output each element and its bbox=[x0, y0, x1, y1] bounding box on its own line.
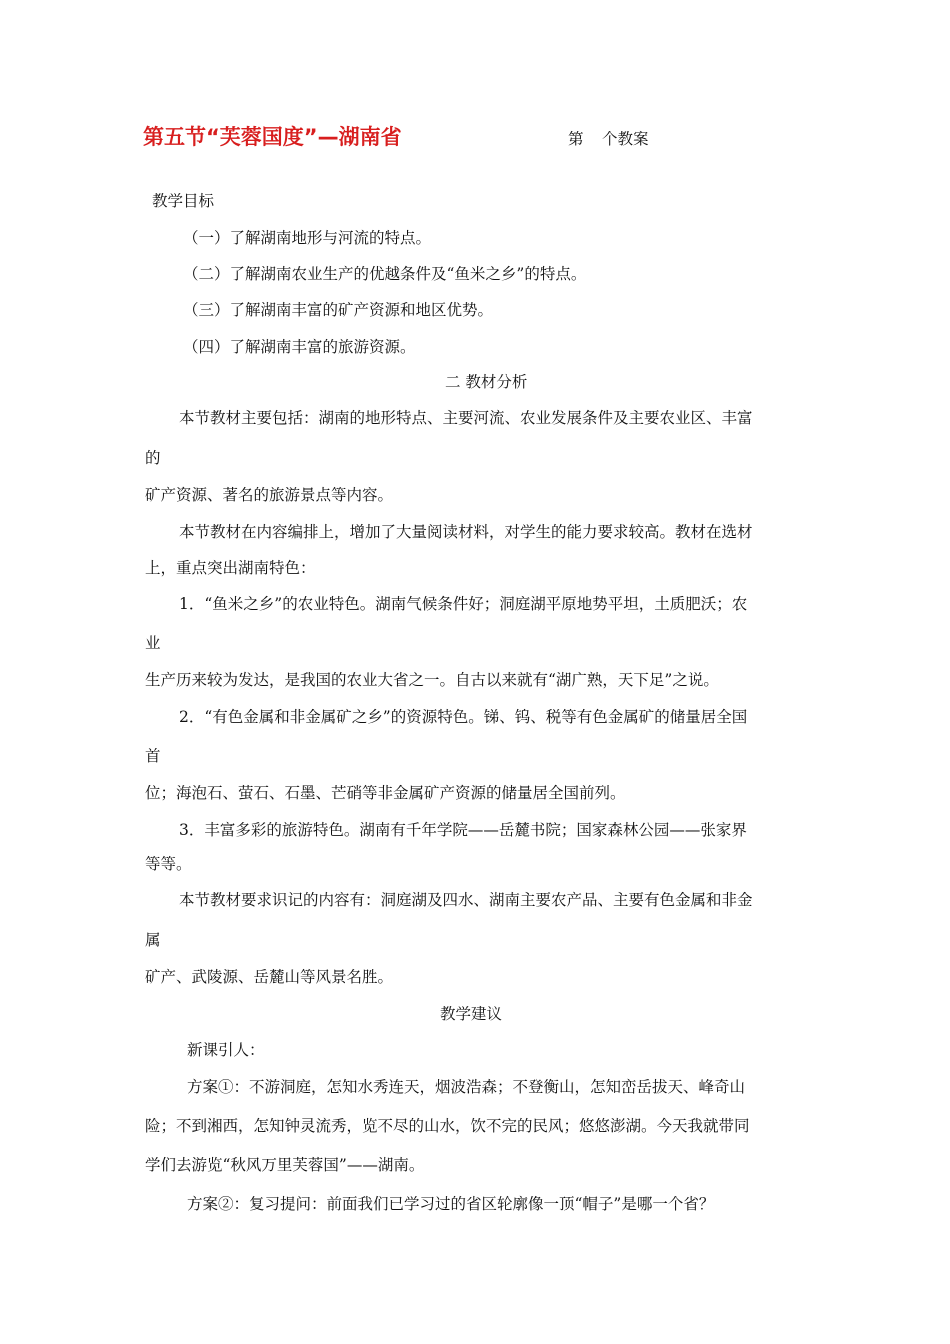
goal-item: （二）了解湖南农业生产的优越条件及“鱼米之乡”的特点。 bbox=[183, 265, 587, 283]
paragraph-line: 本节教材在内容编排上，增加了大量阅读材料，对学生的能力要求较高。教材在选材 bbox=[179, 523, 753, 541]
paragraph-line: 生产历来较为发达，是我国的农业大省之一。自古以来就有“湖广熟，天下足”之说。 bbox=[145, 671, 719, 689]
paragraph-line: 3．丰富多彩的旅游特色。湖南有千年学院——岳麓书院；国家森林公园——张家界 bbox=[179, 821, 747, 839]
paragraph-line: 险；不到湘西，怎知钟灵流秀，览不尽的山水，饮不完的民风；悠悠澎湖。今天我就带同 bbox=[145, 1117, 750, 1135]
lesson-number-suffix: 个教案 bbox=[602, 130, 649, 148]
paragraph-line: 本节教材主要包括：湖南的地形特点、主要河流、农业发展条件及主要农业区、丰富 bbox=[179, 409, 753, 427]
page-title: 第五节“芙蓉国度”—湖南省 bbox=[143, 125, 402, 149]
lesson-number-prefix: 第 bbox=[568, 130, 584, 148]
goal-item: （三）了解湖南丰富的矿产资源和地区优势。 bbox=[183, 301, 494, 319]
intro-label: 新课引人： bbox=[187, 1041, 265, 1059]
goal-item: （一）了解湖南地形与河流的特点。 bbox=[183, 229, 432, 247]
suggestions-heading: 教学建议 bbox=[440, 1005, 503, 1023]
paragraph-line: 方案②：复习提问：前面我们已学习过的省区轮廓像一顶“帽子”是哪一个省？ bbox=[187, 1195, 715, 1213]
paragraph-line: 业 bbox=[145, 634, 161, 652]
paragraph-line: 等等。 bbox=[145, 855, 192, 873]
paragraph-line: 1．“鱼米之乡”的农业特色。湖南气候条件好；洞庭湖平原地势平坦，土质肥沃；农 bbox=[179, 595, 748, 613]
paragraph-line: 2．“有色金属和非金属矿之乡”的资源特色。锑、钨、税等有色金属矿的储量居全国 bbox=[179, 708, 748, 726]
paragraph-line: 的 bbox=[145, 449, 161, 467]
paragraph-line: 矿产、武陵源、岳麓山等风景名胜。 bbox=[145, 968, 394, 986]
paragraph-line: 学们去游览“秋风万里芙蓉国”——湖南。 bbox=[145, 1156, 425, 1174]
goals-heading: 教学目标 bbox=[152, 192, 215, 210]
goal-item: （四）了解湖南丰富的旅游资源。 bbox=[183, 338, 416, 356]
analysis-heading: 二 教材分析 bbox=[445, 373, 528, 391]
paragraph-line: 矿产资源、著名的旅游景点等内容。 bbox=[145, 486, 394, 504]
paragraph-line: 属 bbox=[145, 931, 161, 949]
paragraph-line: 首 bbox=[145, 747, 161, 765]
paragraph-line: 本节教材要求识记的内容有：洞庭湖及四水、湖南主要农产品、主要有色金属和非金 bbox=[179, 891, 753, 909]
paragraph-line: 位；海泡石、萤石、石墨、芒硝等非金属矿产资源的储量居全国前列。 bbox=[145, 784, 626, 802]
paragraph-line: 上，重点突出湖南特色： bbox=[145, 559, 316, 577]
paragraph-line: 方案①：不游洞庭，怎知水秀连天，烟波浩森；不登衡山，怎知峦岳拔天、峰奇山 bbox=[187, 1078, 746, 1096]
